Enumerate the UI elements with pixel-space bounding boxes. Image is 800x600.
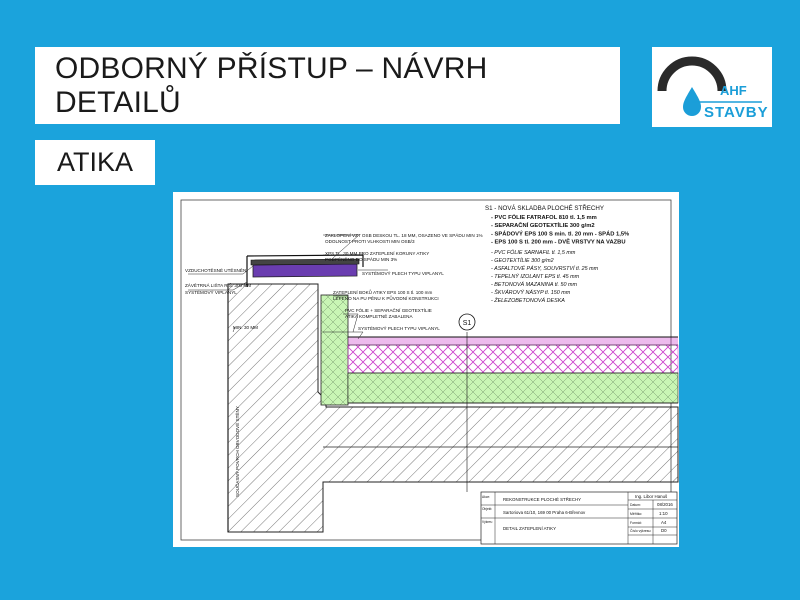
tb-row2-label: Objekt: <box>482 507 493 511</box>
annot-plech2: SYSTÉMOVÝ PLECH TYPU VIPLANYL <box>358 326 440 331</box>
eps-slope-layer <box>348 345 678 373</box>
tb-row1-label: Akce: <box>482 495 490 499</box>
tb-format-label: Formát: <box>630 521 642 525</box>
annot-xps2: PODPĚNĚNO DO SPÁDU MIN 3% <box>325 257 398 262</box>
legend-existing-layer: - TEPELNÝ IZOLANT EPS tl. 45 mm <box>491 274 580 280</box>
legend-existing-layer: - ŽELEZOBETONOVÁ DESKA <box>491 298 565 304</box>
company-logo <box>652 47 772 127</box>
annot-vzducho: VZDUCHOTĚSNÉ UTĚSNĚNÍ <box>185 268 248 273</box>
annot-osb: ZAKLOPENÍ VZT OSB DESKOU TL. 18 MM, OSAZENO VE SPÁDU MIN 1% <box>325 233 483 238</box>
pvc-foil <box>348 337 678 345</box>
technical-drawing <box>173 192 679 547</box>
legend-title: S1 - NOVÁ SKLADBA PLOCHÉ STŘECHY <box>485 205 604 212</box>
title-banner <box>35 47 620 124</box>
annot-bok2: LEPENO NA PU PĚNU K PŮVODNÍ KONSTRUKCI <box>333 296 439 301</box>
section-marker-label: S1 <box>462 320 472 327</box>
section-title: ATIKA <box>56 147 134 177</box>
tb-date: 08/2016 <box>657 502 673 507</box>
annot-pvc2: ATIKA KOMPLETNĚ ZABALENA <box>345 314 413 319</box>
annot-plech1: SYSTÉMOVÝ PLECH TYPU VIPLANYL <box>362 271 444 276</box>
tb-row1-value: REKONSTRUKCE PLOCHÉ STŘECHY <box>503 497 582 502</box>
annot-zaves2: SYSTÉMOVÝ VIPLANYL <box>185 290 237 295</box>
annot-bok: ZATEPLENÍ BOKŮ ATIKY EPS 100 S tl. 100 mm <box>333 290 433 295</box>
xps-crown <box>253 264 357 277</box>
layer-legend <box>485 204 629 304</box>
legend-new-layer: - EPS 100 S tl. 200 mm - DVĚ VRSTVY NA VAZBU <box>491 239 626 246</box>
legend-existing-layer: - GEOTEXTÍLIE 300 g/m2 <box>491 258 554 264</box>
tb-row3-label: Výkres: <box>482 520 493 524</box>
annot-min: MIN. 30 MM <box>233 325 259 330</box>
title-block <box>481 492 677 544</box>
annot-xps: XPS TL. 30 MM PRO ZATEPLENÍ KORUNY ATIKY <box>325 251 430 256</box>
annot-zaves: ZÁVĚTRNÁ LIŠTA R.Š. 300 MM <box>185 283 252 288</box>
annot-vertical: SOUČASNÝ POVRCH OBVODOVÉ STĚNY <box>235 406 240 497</box>
legend-new-layer: - SPÁDOVÝ EPS 100 S min. tl. 20 mm - SPÁD 1,5% <box>491 231 630 238</box>
page-title: ODBORNÝ PŘÍSTUP – NÁVRH DETAILŮ <box>55 51 488 119</box>
tb-row3-value: DETAIL ZATEPLENÍ ATIKY <box>503 526 557 531</box>
tb-date-label: Datum: <box>630 503 641 507</box>
legend-new-layer: - PVC FÓLIE FATRAFOL 810 tl. 1,5 mm <box>491 215 597 221</box>
tb-author: Ing. Libor Hanuš <box>635 494 668 499</box>
legend-existing-layer: - ŠKVÁROVÝ NÁSYP tl. 150 mm <box>491 290 571 296</box>
eps-side-insulation <box>321 295 348 405</box>
annot-pvc: PVC FÓLIE + SEPARAČNÍ GEOTEXTÍLIE <box>345 308 432 313</box>
logo-text-bottom: STAVBY <box>704 104 769 121</box>
eps-200-layer <box>348 373 678 403</box>
legend-existing-layer: - BETONOVÁ MAZANINA tl. 50 mm <box>491 282 577 288</box>
logo-text-top: AHF <box>720 83 747 98</box>
tb-row2-value: Sartoriova 61/10, 169 00 Praha 6-Břevnov <box>503 510 586 515</box>
tb-format: A4 <box>661 520 667 525</box>
annot-osb2: ODOLNOST PROTI VLHKOSTI MIN OSB/3 <box>325 239 415 244</box>
legend-new-layer: - SEPARAČNÍ GEOTEXTÍLIE 300 g/m2 <box>491 223 595 230</box>
legend-existing-layer: - ASFALTOVÉ PÁSY, SOUVRSTVÍ tl. 25 mm <box>491 266 599 272</box>
tb-scale: 1:10 <box>659 511 668 516</box>
legend-existing-layer: - PVC FÓLIE SARNAFIL tl. 1,5 mm <box>491 250 576 256</box>
section-banner <box>35 140 155 185</box>
tb-number: D0 <box>661 528 667 533</box>
tb-number-label: Číslo výkresu: <box>630 529 652 533</box>
tb-scale-label: Měřítko: <box>630 512 643 516</box>
